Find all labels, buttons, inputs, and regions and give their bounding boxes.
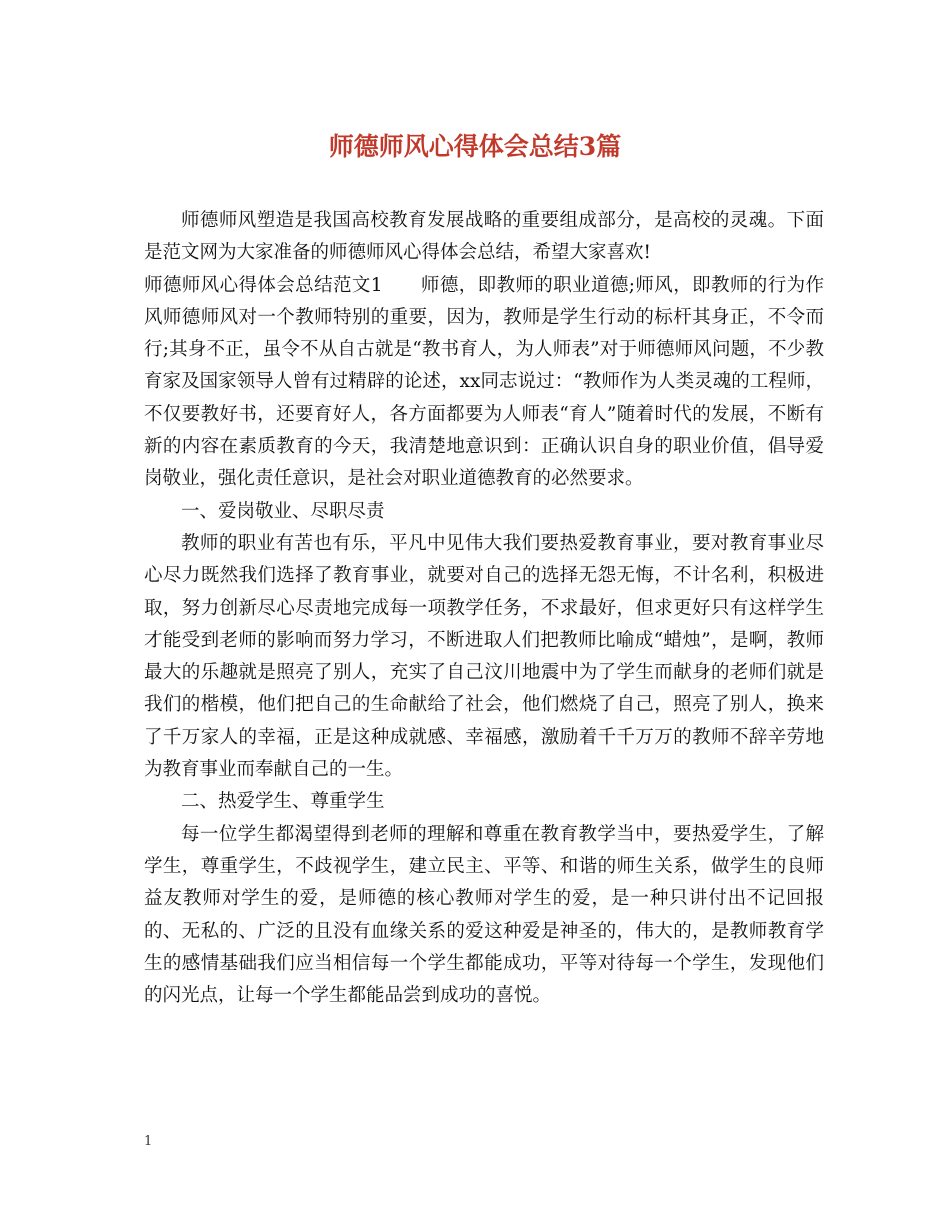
page-number: 1 bbox=[144, 1134, 153, 1149]
intro-paragraph: 师德师风塑造是我国高校教育发展战略的重要组成部分，是高校的灵魂。下面是范文网为大家准备的师德师风心得体会总结，希望大家喜欢! bbox=[144, 210, 824, 264]
heading-love-job: 一、爱岗敬业、尽职尽责 bbox=[181, 500, 385, 522]
heading-love-students: 二、热爱学生、尊重学生 bbox=[181, 791, 385, 813]
section-body: 师德，即教师的职业道德;师风，即教师的行为作风师德师风对一个教师特别的重要，因为，教师是学生行动的标杆其身正，不令而行;其身不正，虽令不从自古就是“教书育人，为人师表”对于师德师风问题，不少教育家及国家领导人曾有过精辟的论述，xx同志说过：“教师作为人类灵魂的工程师，不仅要教好书，还要育好人，各方面都要为人师表“育人”随着时代的发展，不断有新的内容在素质教育的今天，我清楚地意识到：正确认识自身的职业价值，倡导爱岗敬业，强化责任意识，是社会对职业道德教育的必然要求。 bbox=[144, 274, 824, 490]
section-label: 师德师风心得体会总结范文1 bbox=[144, 274, 383, 296]
section-paragraph bbox=[144, 270, 824, 496]
paragraph-love-job: 教师的职业有苦也有乐，平凡中见伟大我们要热爱教育事业，要对教育事业尽心尽力既然我们选择了教育事业，就要对自己的选择无怨无悔，不计名利，积极进取，努力创新尽心尽责地完成每一项教学任务，不求最好，但求更好只有这样学生才能受到老师的影响而努力学习，不断进取人们把教师比喻成“蜡烛”，是啊，教师最大的乐趣就是照亮了别人，充实了自己汶川地震中为了学生而献身的老师们就是我们的楷模，他们把自己的生命献给了社会，他们燃烧了自己，照亮了别人，换来了千万家人的幸福，正是这种成就感、幸福感，激励着千千万万的教师不辞辛劳地为教育事业而奉献自己的一生。 bbox=[144, 532, 824, 781]
document-body bbox=[144, 205, 824, 1012]
paragraph-love-students: 每一位学生都渴望得到老师的理解和尊重在教育教学当中，要热爱学生，了解学生，尊重学生，不歧视学生，建立民主、平等、和谐的师生关系，做学生的良师益友教师对学生的爱，是师德的核心教师对学生的爱，是一种只讲付出不记回报的、无私的、广泛的且没有血缘关系的爱这种爱是神圣的，伟大的，是教师教育学生的感情基础我们应当相信每一个学生都能成功，平等对待每一个学生，发现他们的闪光点，让每一个学生都能品尝到成功的喜悦。 bbox=[144, 823, 824, 1007]
document-title: 师德师风心得体会总结3篇 bbox=[328, 132, 622, 161]
